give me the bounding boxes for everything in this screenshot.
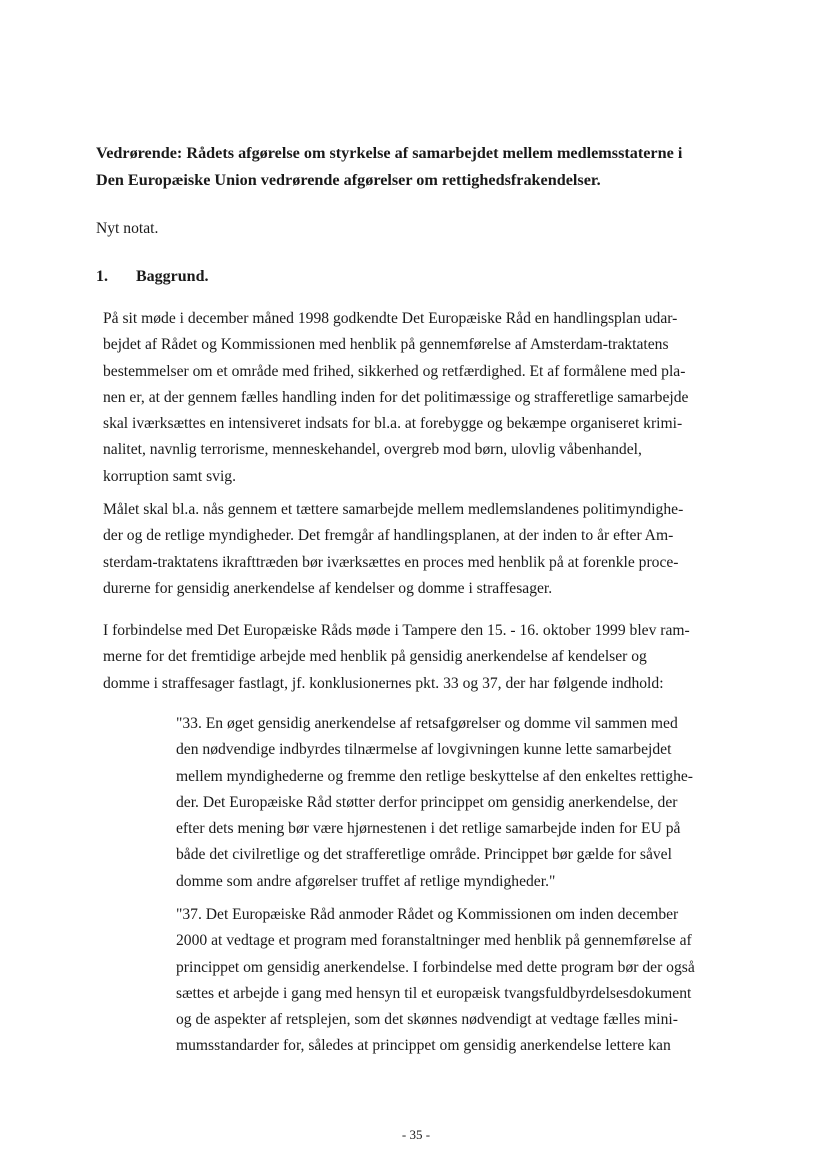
paragraph-line: skal iværksættes en intensiveret indsats for bl.a. at forebygge og bekæmpe organiseret krimi- [103,415,683,433]
quote-line: "33. En øget gensidig anerkendelse af retsafgørelser og domme vil sammen med [176,715,678,732]
quote-line: domme som andre afgørelser truffet af retlige myndigheder." [176,872,556,890]
paragraph-line: På sit møde i december måned 1998 godkendte Det Europæiske Råd en handlingsplan udar- [103,310,678,327]
document-heading [96,140,736,194]
paragraph-line: Målet skal bl.a. nås gennem et tættere samarbejde mellem medlemslandenes politimyndighe- [103,501,684,518]
paragraph-line: I forbindelse med Det Europæiske Råds møde i Tampere den 15. - 16. oktober 1999 blev ram- [103,622,690,639]
paragraph-line: der og de retlige myndigheder. Det fremgår af handlingsplanen, at der inden to år efter Am- [103,527,674,545]
paragraph-1 [103,306,743,490]
quote-line: mumsstandarder for, således at princippet om gensidig anerkendelse lettere kan [176,1037,671,1055]
section-title [96,264,208,290]
paragraph-line: korruption samt svig. [103,467,236,485]
section-number: 1. [96,268,108,285]
paragraph-line: nen er, at der gennem fælles handling inden for det politimæssige og strafferetlige samarbejde [103,388,689,406]
heading-line: Vedrørende: Rådets afgørelse om styrkelse af samarbejdet mellem medlemsstaterne i [96,144,683,162]
paragraph-line: bestemmelser om et område med frihed, sikkerhed og retfærdighed. Et af formålene med pla- [103,362,686,380]
paragraph-line: nalitet, navnlig terrorisme, menneskehandel, overgreb mod børn, ulovlig våbenhandel, [103,441,642,459]
quote-line: både det civilretlige og det strafferetlige område. Princippet bør gælde for såvel [176,846,672,864]
quote-line: mellem myndighederne og fremme den retlige beskyttelse af den enkeltes rettighe- [176,767,693,785]
paragraph-3 [103,618,743,697]
quote-line: den nødvendige indbyrdes tilnærmelse af lovgivningen kunne lette samarbejdet [176,741,672,759]
quote-line: og de aspekter af retsplejen, som det skønnes nødvendigt at vedtage fælles mini- [176,1011,678,1029]
quote-37 [176,902,736,1060]
quote-line: efter dets mening bør være hjørnestenen i det retlige samarbejde inden for EU på [176,820,681,838]
quote-line: "37. Det Europæiske Råd anmoder Rådet og Kommissionen om inden december [176,906,679,923]
note-label: Nyt notat. [96,220,159,237]
paragraph-2 [103,497,743,602]
paragraph-line: sterdam-traktatens ikrafttræden bør iværksættes en proces med henblik på at forenkle proce- [103,553,679,571]
paragraph-line: merne for det fremtidige arbejde med henblik på gensidig anerkendelse af kendelser og [103,648,647,666]
quote-line: princippet om gensidig anerkendelse. I forbindelse med dette program bør der også [176,958,695,976]
quote-line: der. Det Europæiske Råd støtter derfor princippet om gensidig anerkendelse, der [176,793,678,811]
paragraph-line: durerne for gensidig anerkendelse af kendelser og domme i straffesager. [103,579,553,597]
section-title-text: Baggrund. [136,268,209,285]
quote-line: 2000 at vedtage et program med foranstaltninger med henblik på gennemførelse af [176,932,692,950]
paragraph-line: domme i straffesager fastlagt, jf. konklusionernes pkt. 33 og 37, der har følgende indhold: [103,674,664,692]
paragraph-line: bejdet af Rådet og Kommissionen med henblik på gennemførelse af Amsterdam-traktatens [103,336,669,354]
quote-line: sættes et arbejde i gang med hensyn til et europæisk tvangsfuldbyrdelsesdokument [176,984,692,1002]
quote-33 [176,711,736,895]
page-number: - 35 - [401,1127,431,1142]
heading-line: Den Europæiske Union vedrørende afgørelser om rettighedsfrakendelser. [96,171,601,189]
